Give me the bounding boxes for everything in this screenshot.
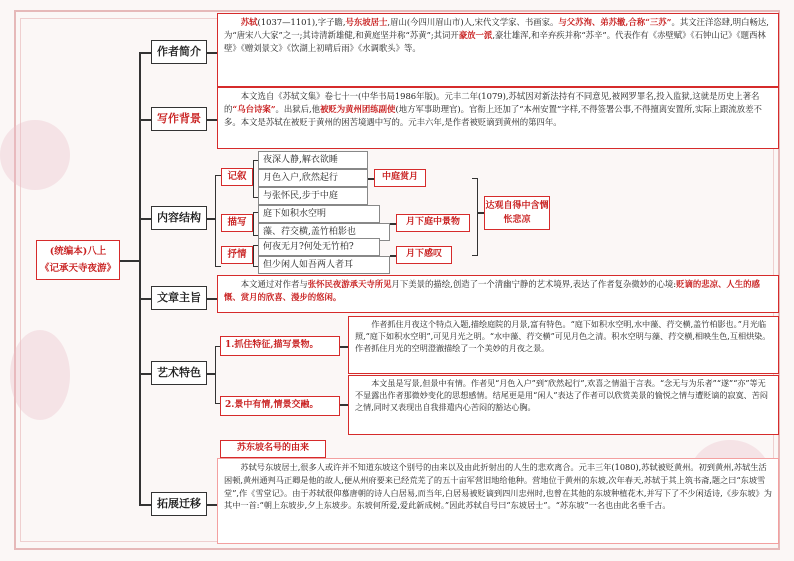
tag-describe: 描写 <box>221 214 253 232</box>
structure-label: 内容结构 <box>151 206 207 230</box>
theme-label: 文章主旨 <box>151 286 207 310</box>
extend-text: 苏轼号东坡居士,很多人或许并不知道东坡这个别号的由来以及由此折射出的人生的悲欢离合。元丰三年(1080),苏轼被贬黄州。初到黄州,苏轼生活困顿,黄州通判马正卿是他的故人,便从州府要来已经荒芜了的五十亩军营旧地给他种。营地位于黄州的东坡,次年春天,苏轼于其上筑书斋,题之曰“东坡雪堂”,作《雪堂记》。由于苏轼很仰慕唐朝的诗人白居易,而当年,白居易被贬谪到四川忠州时,也曾在其他的东坡种植花木,并写下了不少闲适诗,《步东坡》为其中一首:“朝上东坡步,夕上东坡步。东坡何所爱,爱此新成树。”因此苏轼自号曰“东坡居士”。“苏东坡”一名也由此名垂千古。 <box>224 462 772 511</box>
art-label: 艺术特色 <box>151 361 207 385</box>
author-box <box>217 13 779 87</box>
theme-highlight-tour: 张怀民夜游承天寺所见 <box>307 279 392 289</box>
describe-item-2: 藻、荇交横,盖竹柏影也 <box>258 223 390 241</box>
branch-structure <box>139 218 151 220</box>
branch-extend <box>139 504 151 506</box>
extend-title: 苏东坡名号的由来 <box>220 440 326 458</box>
author-dates: (1037—1101) <box>257 17 316 27</box>
art-point-2-link <box>340 404 348 406</box>
result-narrate: 中庭赏月 <box>374 169 426 187</box>
theme-link <box>207 298 217 300</box>
tag-narrate: 记叙 <box>221 168 253 186</box>
author-name: 苏轼 <box>240 17 258 27</box>
background-box <box>217 87 779 149</box>
structure-summary: 达观自得中含惆怅悲凉 <box>484 196 550 230</box>
author-link <box>207 52 217 54</box>
center-connector <box>118 260 140 262</box>
author-hao: 号东坡居士 <box>345 17 388 27</box>
structure-link <box>207 218 215 220</box>
lyric-item-1: 何夜无月?何处无竹柏? <box>258 238 380 256</box>
branch-art <box>139 373 151 375</box>
author-family: 与父苏洵、弟苏辙,合称“三苏” <box>558 17 672 27</box>
art-point-1-link <box>340 346 348 348</box>
branch-background <box>139 119 151 121</box>
extend-link <box>207 504 217 506</box>
theme-box <box>217 275 779 313</box>
center-grade: (统编本)八上 <box>49 246 107 257</box>
branch-theme <box>139 298 151 300</box>
background-label: 写作背景 <box>151 107 207 131</box>
theme-highlight-mood: 贬谪的悲凉、人生的感慨、赏月的欣喜、漫步的悠闲。 <box>224 279 760 302</box>
narrate-item-2: 月色入户,欣然起行 <box>258 169 368 187</box>
art-point-1-tag: 1.抓住特征,描写景物。 <box>220 336 340 356</box>
result-describe: 月下庭中景物 <box>396 214 470 232</box>
theme-text: 本文通过对作者与张怀民夜游承天寺所见月下美景的描绘,创造了一个清幽宁静的艺术境界,表达了作者复杂微妙的心境:贬谪的悲凉、人生的感慨、赏月的欣喜、漫步的悠闲。 <box>224 279 760 302</box>
art-link <box>207 373 215 375</box>
describe-item-1: 庭下如积水空明 <box>258 205 380 223</box>
author-label: 作者简介 <box>151 40 207 64</box>
exile-post: 被贬为黄州团练副使 <box>320 104 396 114</box>
author-text: 苏轼(1037—1101),字子瞻,号东坡居士,眉山(今四川眉山市)人,宋代文学家、书画家。与父苏洵、弟苏辙,合称“三苏”。其文汪洋恣肆,明白畅达,为“唐宋八大家”之一;其诗清新雄健,和黄庭坚并称“苏黄”;其词开豪放一派,豪壮雄浑,和辛弃疾并称“苏辛”。代表作有《赤壁赋》《石钟山记》《题西林壁》《赠刘景文》《饮湖上初晴后雨》《水调歌头》等。 <box>224 17 769 53</box>
background-text: 本文选自《苏轼文集》卷七十一(中华书局1986年版)。元丰二年(1079),苏轼因对新法持有不同意见,被网罗罪名,投入监狱,这就是历史上著名的“乌台诗案”。出狱后,他被贬为黄州团练副使(地方军事助理官)。官衔上还加了“本州安置”字样,不得签署公事,不得擅离安置所,实际上跟流放差不多。本文是苏轼在被贬于黄州的困苦境遇中写的。元丰六年,是作者被贬谪到黄州的第四年。 <box>224 91 762 127</box>
author-haofang: 豪放一派 <box>458 30 493 40</box>
extend-label: 拓展迁移 <box>151 492 207 516</box>
blossom-decoration <box>0 120 70 190</box>
center-node <box>36 240 120 280</box>
art-point-1-box <box>348 316 779 374</box>
art-point-2-tag: 2.景中有情,情景交融。 <box>220 396 340 416</box>
result-brace <box>472 178 478 256</box>
extend-box <box>217 458 779 544</box>
blossom-decoration <box>10 330 70 420</box>
art-point-2-text: 本文虽是写景,但景中有情。作者见“月色入户”到“欣然起行”,欢喜之情溢于言表。“念无与为乐者”“遂”“亦”等无不显露出作者那微妙变化的思想感情。结尾更是用“闲人”表达了作者可以欣赏美景的愉悦之情与遭贬谪的寂寞、苦闷之情,同时又表现出自我排遣内心苦闷的豁达心胸。 <box>355 378 768 412</box>
art-point-2-box <box>348 375 779 435</box>
center-title: 《记承天寺夜游》 <box>39 263 116 274</box>
narrate-item-1: 夜深人静,解衣欲睡 <box>258 151 368 169</box>
tag-lyric: 抒情 <box>221 246 253 264</box>
result-lyric: 月下感叹 <box>396 246 452 264</box>
wutai-case: “乌台诗案” <box>232 104 276 114</box>
background-link <box>207 119 217 121</box>
art-point-1-text: 作者抓住月夜这个特点入题,描绘庭院的月景,富有特色。“庭下如积水空明,水中藻、荇交横,盖竹柏影也。”月光临照,“庭下如积水空明”,可见月光之明。“水中藻、荇交横”可见月色之清。积水空明与藻、荇交横,相映生色,互相烘染。作者抓住月光的空明澄澈描绘了一个美妙的月夜之景。 <box>355 319 771 353</box>
narrate-item-3: 与张怀民,步于中庭 <box>258 187 368 205</box>
lyric-item-2: 但少闲人如吾两人者耳 <box>258 256 390 274</box>
branch-author <box>139 52 151 54</box>
